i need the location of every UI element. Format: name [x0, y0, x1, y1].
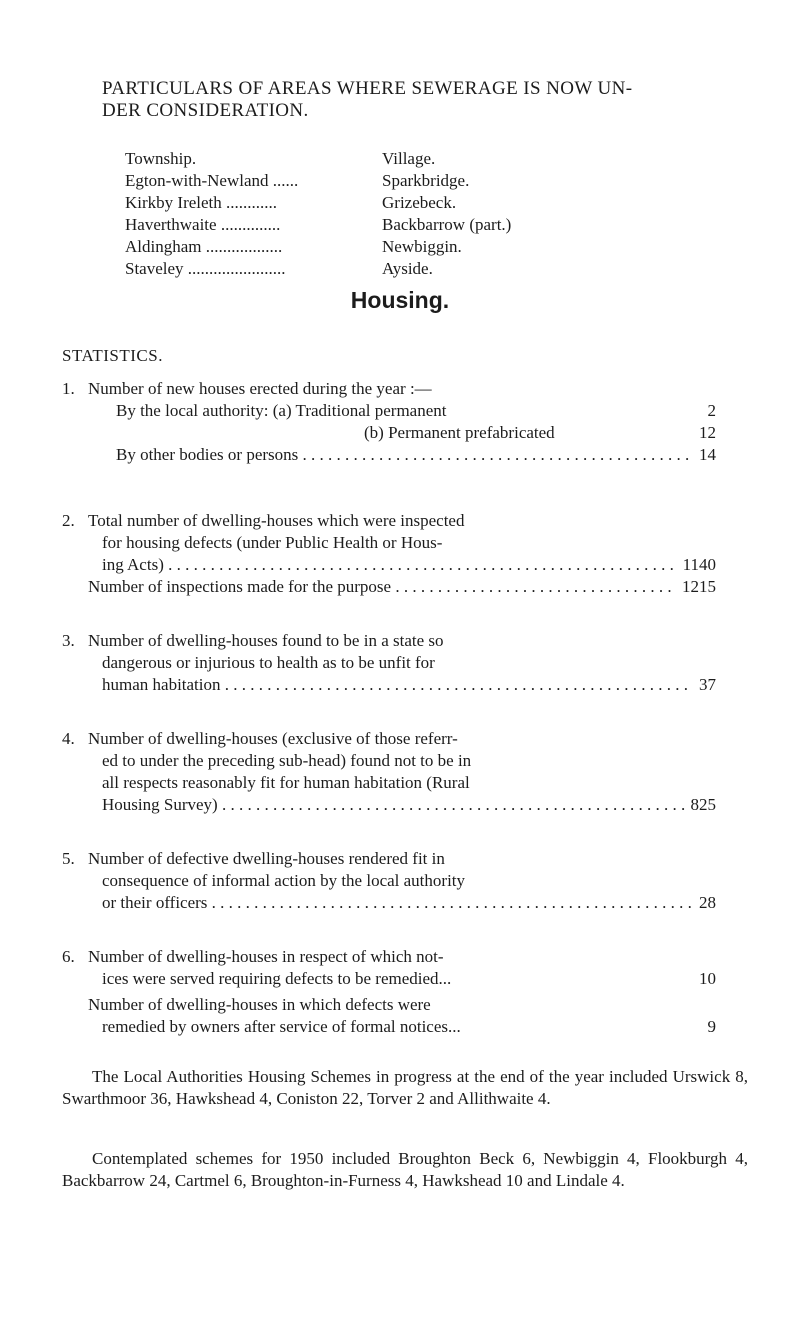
- contemplated-schemes-paragraph: Contemplated schemes for 1950 included Broughton Beck 6, Newbiggin 4, Flookburgh 4, Backbarrow 24, Cartmel 6, Broughton-in-Furness 4, Hawkshead 10 and Lindale 4.: [62, 1149, 748, 1190]
- line-value: 10: [699, 969, 716, 988]
- township-header: Township.: [125, 149, 197, 168]
- township-cell: Haverthwaite ..............: [125, 215, 281, 234]
- sub-label: (b) Permanent prefabricated: [364, 423, 555, 442]
- table-row: [125, 214, 725, 236]
- item-subline: [88, 400, 716, 422]
- stat-item-1: [62, 378, 762, 488]
- item-line: [88, 674, 716, 696]
- item-line: [88, 794, 716, 816]
- township-cell: Egton-with-Newland ......: [125, 171, 299, 190]
- stat-item-3: [62, 630, 762, 706]
- item-number: 3.: [62, 631, 75, 650]
- line-label: Number of inspections made for the purpose . . .: [88, 577, 716, 596]
- item-number: 6.: [62, 947, 75, 966]
- item-subline: [88, 444, 716, 466]
- township-village-table: [125, 148, 725, 280]
- village-cell: Newbiggin.: [382, 237, 462, 256]
- line-label: human habitation . . .: [102, 675, 716, 694]
- table-row: [125, 192, 725, 214]
- village-cell: Sparkbridge.: [382, 171, 470, 190]
- item-line: [88, 576, 716, 598]
- village-cell: Ayside.: [382, 259, 433, 278]
- sub-value: 12: [699, 423, 716, 442]
- line-label: remedied by owners after service of formal notices...: [102, 1017, 461, 1036]
- stat-item-2: [62, 510, 762, 610]
- item-body: [88, 848, 716, 914]
- schemes-in-progress-paragraph: The Local Authorities Housing Schemes in progress at the end of the year included Urswick 8, Swarthmoor 36, Hawkshead 4, Coniston 22, Torver 2 and Allithwaite 4.: [62, 1067, 748, 1108]
- table-header-row: [125, 148, 725, 170]
- item-line: Number of dwelling-houses in respect of which not-: [88, 947, 444, 966]
- item-line: dangerous or injurious to health as to be unfit for: [102, 653, 435, 672]
- heading-line-2: DER CONSIDERATION.: [102, 100, 309, 121]
- item-line: for housing defects (under Public Health or Hous-: [102, 533, 443, 552]
- stat-item-6: [62, 946, 762, 1046]
- township-cell: Kirkby Ireleth ............: [125, 193, 278, 212]
- line-value: 28: [693, 892, 716, 914]
- sub-label: By the local authority: (a) Traditional permanent: [116, 401, 447, 420]
- line-value: 1140: [677, 554, 716, 576]
- item-subline: [88, 422, 716, 444]
- item-line: Number of dwelling-houses in which defects were: [88, 995, 431, 1014]
- statistics-label: STATISTICS.: [62, 346, 163, 365]
- township-cell: Staveley .......................: [125, 259, 286, 278]
- sub-value: 14: [693, 444, 716, 466]
- line-value: 9: [707, 1017, 716, 1036]
- item-body: [88, 510, 716, 598]
- item-number: 1.: [62, 379, 75, 398]
- table-row: [125, 236, 725, 258]
- village-cell: Grizebeck.: [382, 193, 457, 212]
- sewerage-heading: [102, 78, 742, 122]
- line-label: ices were served requiring defects to be remedied...: [102, 969, 452, 988]
- item-line: [88, 968, 716, 990]
- heading-line-1: PARTICULARS OF AREAS WHERE SEWERAGE IS NOW UN-: [102, 78, 633, 99]
- line-label: Housing Survey) . . .: [102, 795, 716, 814]
- item-number: 5.: [62, 849, 75, 868]
- item-line: Total number of dwelling-houses which were inspected: [88, 511, 465, 530]
- village-header: Village.: [382, 149, 436, 168]
- village-cell: Backbarrow (part.): [382, 215, 512, 234]
- stat-item-5: [62, 848, 762, 924]
- item-body: [88, 728, 716, 816]
- item-line: Number of defective dwelling-houses rendered fit in: [88, 849, 445, 868]
- line-label: or their officers . . .: [102, 893, 716, 912]
- table-row: [125, 170, 725, 192]
- item-number: 2.: [62, 511, 75, 530]
- sub-value: 2: [707, 401, 716, 420]
- item-body: [88, 946, 716, 1038]
- item-body: [88, 378, 716, 466]
- item-line: ed to under the preceding sub-head) found not to be in: [102, 751, 472, 770]
- line-value: 1215: [676, 576, 716, 598]
- stat-item-4: [62, 728, 762, 826]
- sub-label: By other bodies or persons . . .: [116, 445, 716, 464]
- township-cell: Aldingham ..................: [125, 237, 283, 256]
- item-line: [88, 892, 716, 914]
- item-text: Number of new houses erected during the year :—: [88, 379, 432, 398]
- item-line: [88, 554, 716, 576]
- item-line: consequence of informal action by the local authority: [102, 871, 466, 890]
- item-line: Number of dwelling-houses found to be in a state so: [88, 631, 444, 650]
- housing-title: Housing.: [350, 287, 450, 313]
- item-number: 4.: [62, 729, 75, 748]
- item-line: [88, 1016, 716, 1038]
- item-line: Number of dwelling-houses (exclusive of those referr-: [88, 729, 458, 748]
- table-row: [125, 258, 725, 280]
- item-line: all respects reasonably fit for human habitation (Rural: [102, 773, 470, 792]
- line-value: 37: [693, 674, 716, 696]
- line-label: ing Acts) . . .: [102, 555, 674, 574]
- item-body: [88, 630, 716, 696]
- line-value: 825: [685, 794, 717, 816]
